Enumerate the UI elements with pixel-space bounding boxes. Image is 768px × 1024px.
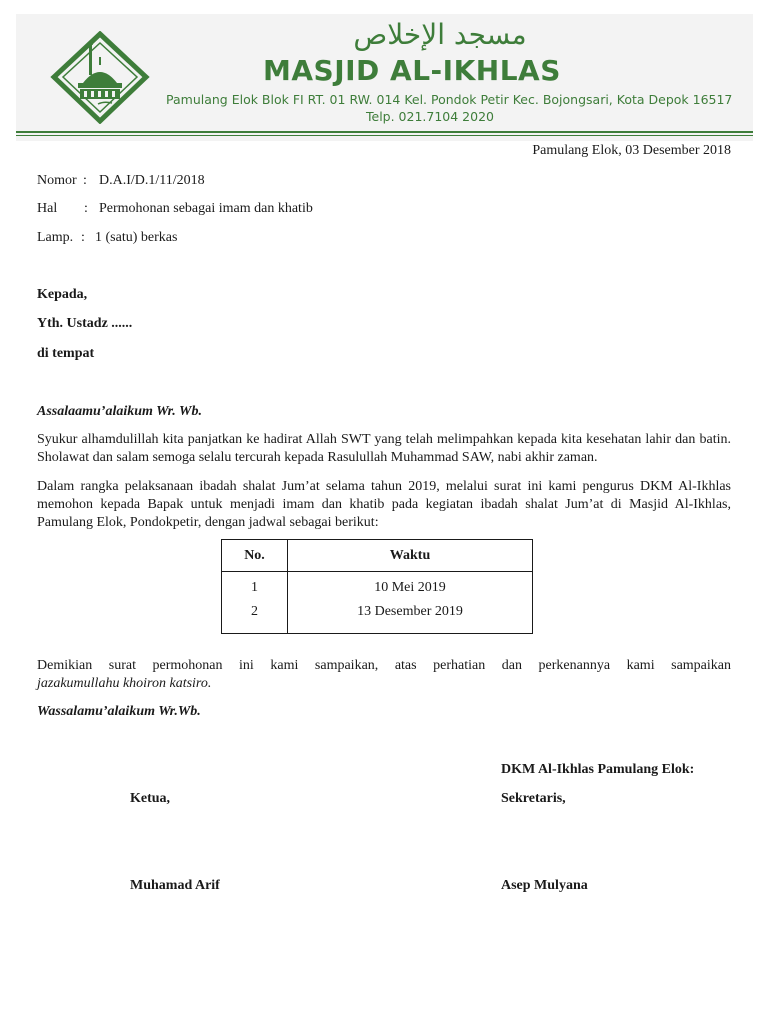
signature-left-name: Muhamad Arif xyxy=(130,878,220,893)
row-no: 1 xyxy=(251,580,258,595)
nomor-label: Nomor xyxy=(37,173,77,188)
signature-org: DKM Al-Ikhlas Pamulang Elok: xyxy=(501,762,695,777)
header-waktu: Waktu xyxy=(288,540,533,572)
recipient-kepada: Kepada, xyxy=(37,287,88,302)
hal-label: Hal xyxy=(37,201,58,216)
arabic-title xyxy=(350,10,530,58)
row-waktu: 10 Mei 2019 xyxy=(374,580,446,595)
row-waktu: 13 Desember 2019 xyxy=(357,604,463,619)
schedule-table xyxy=(221,539,533,634)
mosque-logo-icon xyxy=(50,31,150,124)
letterhead-title: MASJID AL-IKHLAS xyxy=(263,54,561,87)
letterhead-phone: Telp. 021.7104 2020 xyxy=(366,109,494,124)
table-row xyxy=(222,572,533,634)
paragraph-1: Syukur alhamdulillah kita panjatkan ke hadirat Allah SWT yang telah melimpahkan kepada kita kesehatan lahir dan batin. Sholawat dan salam semoga selalu tercurah kepada Rasulullah Muhammad SAW, nabi akhir zaman. xyxy=(37,432,731,465)
closing: Wassalamu’alaikum Wr.Wb. xyxy=(37,704,201,719)
paragraph-3: Demikian surat permohonan ini kami sampaikan, atas perhatian dan perkenannya kami sampaikan xyxy=(37,658,731,673)
svg-text:مسجد الإخلاص: مسجد الإخلاص xyxy=(353,18,527,51)
letterhead-divider-thin xyxy=(16,135,753,136)
lamp-value: 1 (satu) berkas xyxy=(95,230,178,245)
nomor-separator: : xyxy=(83,173,87,188)
lamp-separator: : xyxy=(81,230,85,245)
header-no: No. xyxy=(222,540,288,572)
greeting: Assalaamu’alaikum Wr. Wb. xyxy=(37,404,202,419)
recipient-name: Yth. Ustadz ...... xyxy=(37,316,133,331)
hal-separator: : xyxy=(84,201,88,216)
paragraph-3-italic: jazakumullahu khoiron katsiro. xyxy=(37,676,212,691)
paragraph-2: Dalam rangka pelaksanaan ibadah shalat Jum’at selama tahun 2019, melalui surat ini kami pengurus DKM Al-Ikhlas memohon kepada Bapak untuk menjadi imam dan khatib pada kegiatan ibadah shalat Jum’at di Masjid Al-Ikhlas, Pamulang Elok, Pondokpetir, dengan jadwal sebagai berikut: xyxy=(37,479,731,530)
lamp-label: Lamp. xyxy=(37,230,74,245)
letterhead-divider xyxy=(16,131,753,133)
hal-value: Permohonan sebagai imam dan khatib xyxy=(99,201,313,216)
letterhead-address: Pamulang Elok Blok FI RT. 01 RW. 014 Kel. Pondok Petir Kec. Bojongsari, Kota Depok 16517 xyxy=(166,92,733,107)
place-date: Pamulang Elok, 03 Desember 2018 xyxy=(532,143,731,158)
signature-right-role: Sekretaris, xyxy=(501,791,566,806)
nomor-value: D.A.I/D.1/11/2018 xyxy=(99,173,205,188)
signature-left-role: Ketua, xyxy=(130,791,171,806)
signature-right-name: Asep Mulyana xyxy=(501,878,588,893)
recipient-place: di tempat xyxy=(37,346,95,361)
row-no: 2 xyxy=(251,604,258,619)
